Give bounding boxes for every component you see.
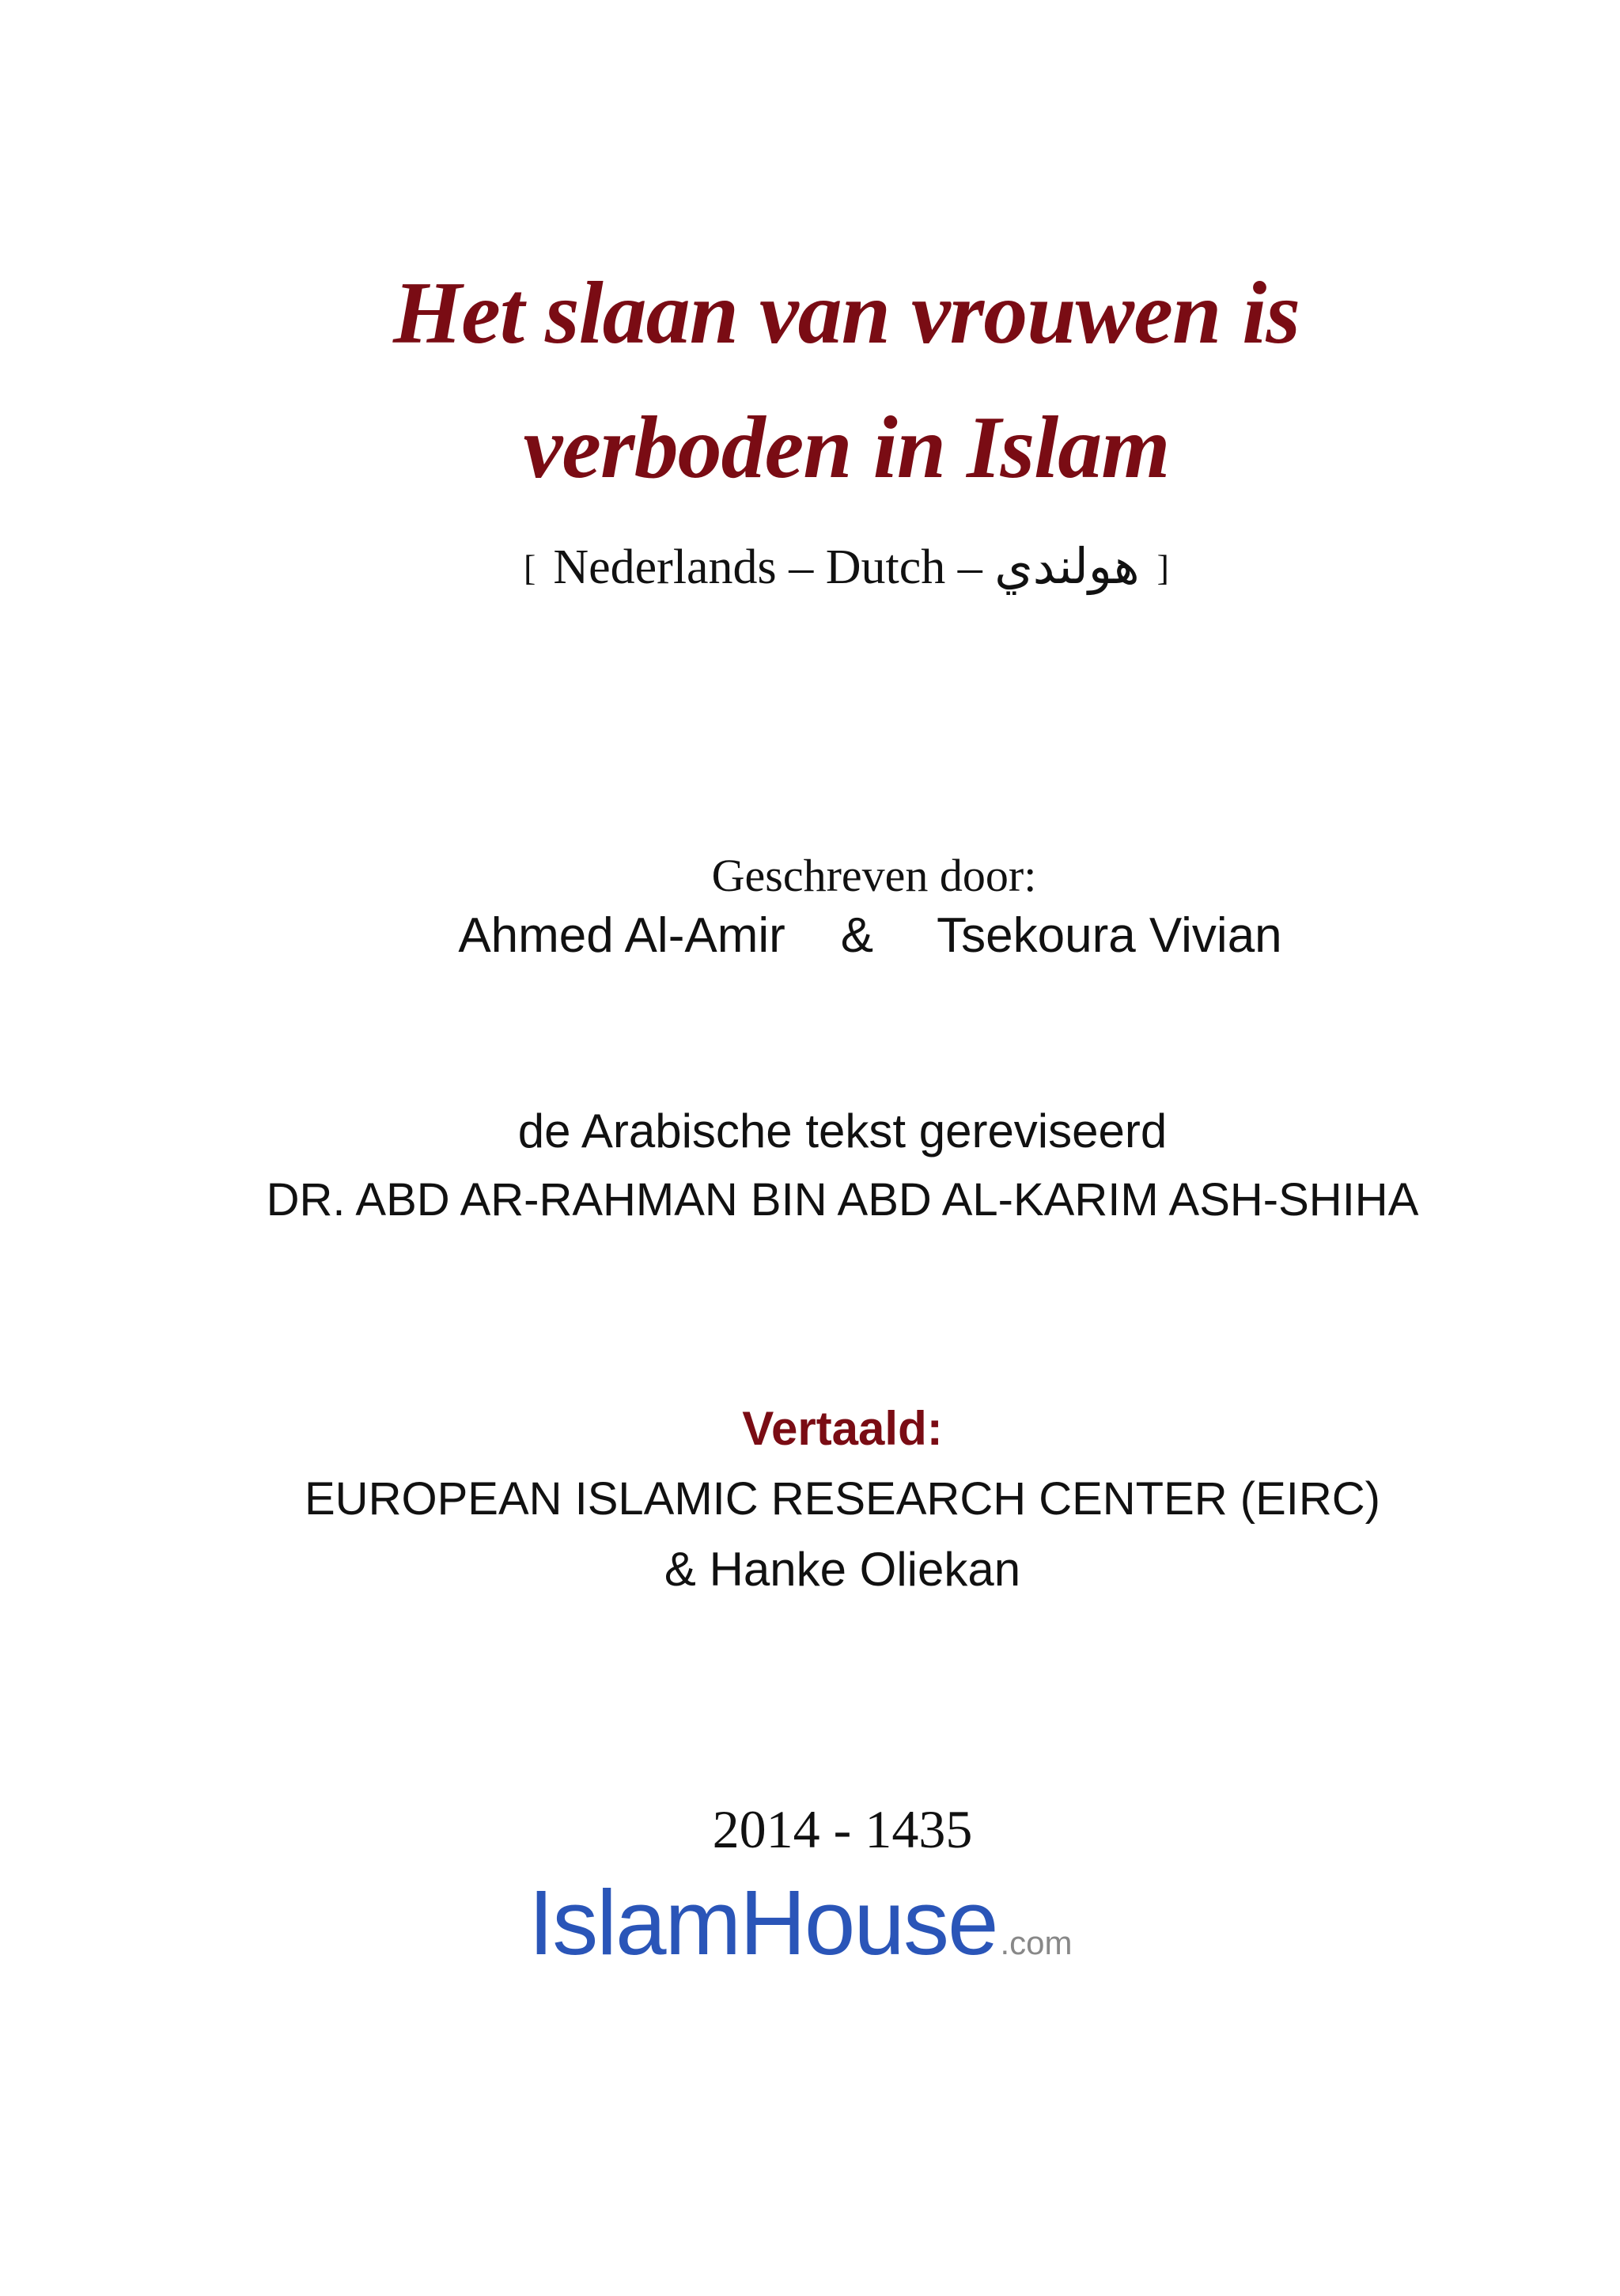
- language-open-bracket: [: [524, 547, 536, 588]
- logo-tld-text: .com: [1000, 1924, 1073, 1961]
- language-text: Nederlands – Dutch – هولندي: [553, 540, 1140, 594]
- publication-year: 2014 - 1435: [712, 1799, 973, 1859]
- author-2: Tsekoura Vivian: [937, 908, 1282, 963]
- translator-1: EUROPEAN ISLAMIC RESEARCH CENTER (EIRC): [305, 1473, 1380, 1525]
- reviewer-name: DR. ABD AR-RAHMAN BIN ABD AL-KARIM ASH-SHIHA: [266, 1174, 1419, 1226]
- title-line-2: verboden in Islam: [523, 399, 1170, 497]
- translator-2: & Hanke Oliekan: [664, 1543, 1021, 1596]
- author-1: Ahmed Al-Amir: [458, 908, 785, 963]
- logo-brand-text: IslamHouse: [528, 1871, 997, 1974]
- authors-ampersand: &: [840, 908, 874, 963]
- islamhouse-logo: [528, 1871, 1161, 1974]
- language-close-bracket: ]: [1156, 547, 1169, 588]
- authors-line: [0, 908, 1620, 963]
- language-line: [0, 540, 1620, 594]
- written-by-label: Geschreven door:: [711, 850, 1037, 901]
- title-line-1: Het slaan van vrouwen is: [393, 264, 1300, 362]
- review-label: de Arabische tekst gereviseerd: [517, 1104, 1168, 1157]
- translated-label: Vertaald:: [742, 1402, 943, 1455]
